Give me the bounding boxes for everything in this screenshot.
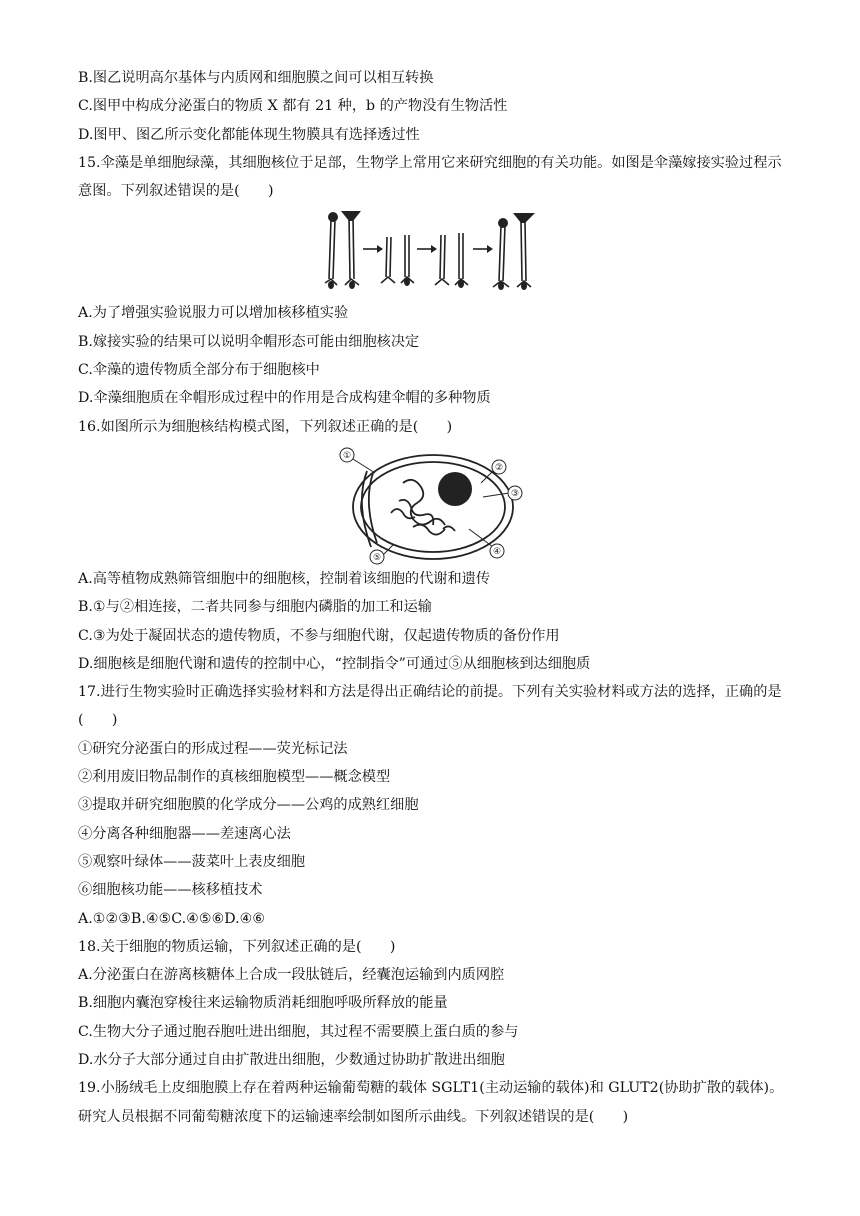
label-3: ③ [510, 488, 520, 499]
q14-option-c: C.图甲中构成分泌蛋白的物质 X 都有 21 种，b 的产物没有生物活性 [78, 98, 508, 115]
q19-stem: 19.小肠绒毛上皮细胞膜上存在着两种运输葡萄糖的载体 SGLT1(主动运输的载体)和 GLUT2(协助扩散的载体)。研究人员根据不同葡萄糖浓度下的运输速率绘制如图所示曲线。下列叙述错误的是( ) [78, 1080, 784, 1125]
label-2: ② [494, 462, 504, 473]
q15-option-d: D.伞藻细胞质在伞帽形成过程中的作用是合成构建伞帽的多种物质 [78, 390, 491, 407]
exam-page [78, 64, 788, 1131]
q17-item-1: ①研究分泌蛋白的形成过程——荧光标记法 [78, 740, 348, 757]
q18-option-d: D.水分子大部分通过自由扩散进出细胞，少数通过协助扩散进出细胞 [78, 1052, 505, 1069]
nucleolus-shape [438, 472, 472, 506]
q16-option-b: B.①与②相连接，二者共同参与细胞内磷脂的加工和运输 [78, 599, 432, 616]
q14-option-d: D.图甲、图乙所示变化都能体现生物膜具有选择透过性 [78, 126, 420, 143]
q18-option-b: B.细胞内囊泡穿梭往来运输物质消耗细胞呼吸所释放的能量 [78, 995, 448, 1012]
q17-item-4: ④分离各种细胞器——差速离心法 [78, 825, 291, 842]
nucleus-structure-diagram [333, 443, 533, 565]
q16-stem: 16.如图所示为细胞核结构模式图，下列叙述正确的是( ) [78, 418, 453, 435]
label-4: ④ [492, 546, 502, 557]
label-1: ① [342, 450, 352, 461]
q16-option-a: A.高等植物成熟筛管细胞中的细胞核，控制着该细胞的代谢和遗传 [78, 570, 491, 587]
q18-option-a: A.分泌蛋白在游离核糖体上合成一段肽链后，经囊泡运输到内质网腔 [78, 967, 505, 984]
q14-option-b: B.图乙说明高尔基体与内质网和细胞膜之间可以相互转换 [78, 70, 434, 86]
q15-option-b: B.嫁接实验的结果可以说明伞帽形态可能由细胞核决定 [78, 333, 420, 350]
q15-stem: 15.伞藻是单细胞绿藻，其细胞核位于足部，生物学上常用它来研究细胞的有关功能。如图是伞藻嫁接实验过程示意图。下列叙述错误的是( ) [78, 154, 782, 200]
q17-options: A.①②③B.④⑤C.④⑤⑥D.④⑥ [78, 910, 266, 927]
q17-item-5: ⑤观察叶绿体——菠菜叶上表皮细胞 [78, 853, 306, 870]
q15-option-c: C.伞藻的遗传物质全部分布于细胞核中 [78, 362, 320, 379]
q15-option-a: A.为了增强实验说服力可以增加核移植实验 [78, 305, 349, 322]
q16-option-c: C.③为处于凝固状态的遗传物质，不参与细胞代谢，仅起遗传物质的备份作用 [78, 627, 560, 644]
q17-item-2: ②利用废旧物品制作的真核细胞模型——概念模型 [78, 769, 391, 786]
acetabularia-grafting-diagram [313, 209, 553, 297]
q16-option-d: D.细胞核是细胞代谢和遗传的控制中心，“控制指令”可通过⑤从细胞核到达细胞质 [78, 655, 591, 672]
nucleus-structure-figure [333, 443, 533, 565]
acetabularia-grafting-figure [313, 209, 553, 297]
q17-stem: 17.进行生物实验时正确选择实验材料和方法是得出正确结论的前提。下列有关实验材料或方法的选择，正确的是( ) [78, 684, 782, 729]
q18-option-c: C.生物大分子通过胞吞胞吐进出细胞，其过程不需要膜上蛋白质的参与 [78, 1023, 519, 1040]
label-5: ⑤ [372, 552, 382, 563]
q17-item-3: ③提取并研究细胞膜的化学成分——公鸡的成熟红细胞 [78, 797, 419, 814]
q18-stem: 18.关于细胞的物质运输，下列叙述正确的是( ) [78, 938, 396, 955]
q17-item-6: ⑥细胞核功能——核移植技术 [78, 882, 263, 899]
